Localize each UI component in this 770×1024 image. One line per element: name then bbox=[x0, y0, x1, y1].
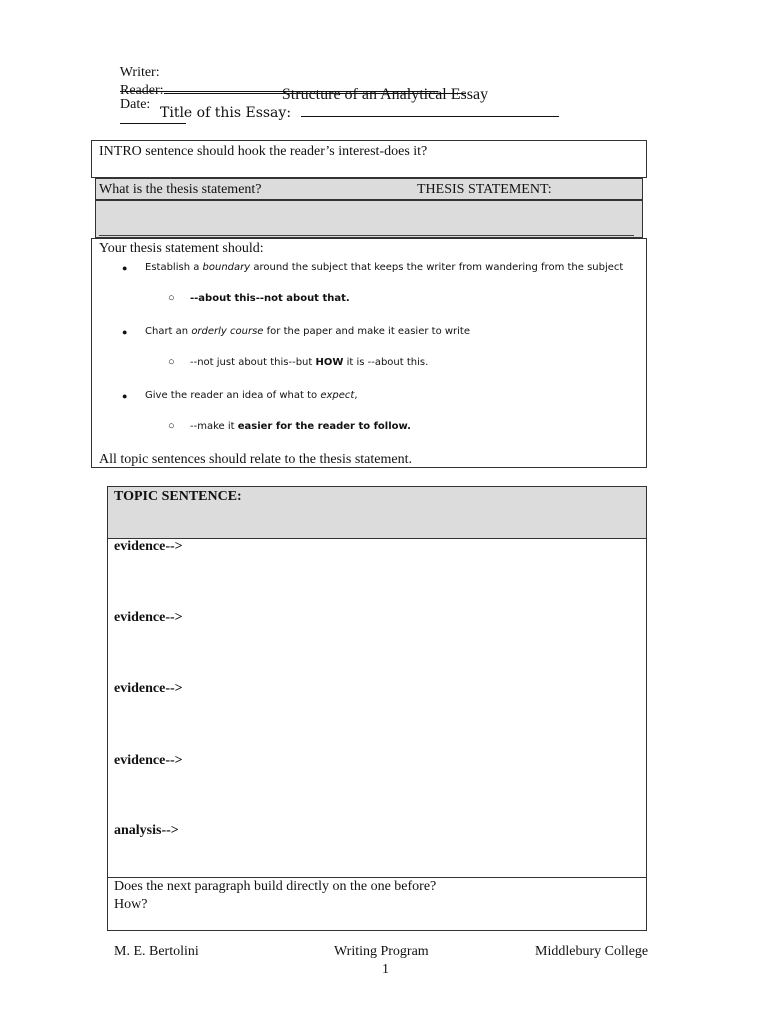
thesis-answer-line bbox=[99, 235, 634, 236]
evidence-label-4: evidence--> bbox=[114, 753, 183, 768]
topic-sentence-label: TOPIC SENTENCE: bbox=[114, 489, 242, 504]
bullet-1-sub-text: --about this--not about that. bbox=[190, 293, 350, 304]
evidence-label-2: evidence--> bbox=[114, 610, 183, 625]
thesis-question: What is the thesis statement? bbox=[99, 182, 262, 197]
thesis-closing-text: All topic sentences should relate to the thesis statement. bbox=[99, 452, 412, 467]
evidence-label-1: evidence--> bbox=[114, 539, 183, 554]
analysis-label: analysis--> bbox=[114, 823, 179, 838]
intro-box bbox=[91, 140, 647, 178]
thesis-statement-label: THESIS STATEMENT: bbox=[417, 182, 552, 197]
page-title: Structure of an Analytical Essay bbox=[281, 86, 489, 103]
next-paragraph-how: How? bbox=[114, 897, 148, 912]
page-number: 1 bbox=[382, 962, 389, 977]
bullet-2-text: Chart an orderly course for the paper and make it easier to write bbox=[145, 326, 471, 337]
essay-title-label: Title of this Essay: bbox=[160, 105, 292, 121]
topic-sentence-row[interactable] bbox=[108, 487, 646, 539]
essay-title-blank[interactable] bbox=[301, 116, 559, 117]
bullet-dot-icon: ● bbox=[122, 327, 128, 337]
bullet-2-sub-text: --not just about this--but HOW it is --about this. bbox=[190, 357, 429, 368]
writer-label: Writer: bbox=[119, 65, 160, 80]
sub-bullet-circle-icon: ○ bbox=[168, 356, 175, 368]
bullet-1-text: Establish a boundary around the subject that keeps the writer from wandering from the subject bbox=[145, 262, 624, 273]
sub-bullet-circle-icon: ○ bbox=[168, 420, 175, 432]
footer-author: M. E. Bertolini bbox=[114, 944, 199, 959]
thesis-guidance-box bbox=[91, 238, 647, 468]
intro-text: INTRO sentence should hook the reader’s interest-does it? bbox=[99, 144, 428, 159]
date-blank[interactable] bbox=[120, 123, 186, 124]
next-paragraph-divider bbox=[108, 877, 646, 878]
essay-title-line bbox=[160, 104, 559, 122]
bullet-3-sub-text: --make it easier for the reader to follow. bbox=[190, 421, 411, 432]
reader-label: Reader: bbox=[120, 83, 164, 98]
thesis-answer-field[interactable] bbox=[95, 200, 643, 238]
next-paragraph-question: Does the next paragraph build directly on the one before? bbox=[114, 879, 437, 894]
sub-bullet-circle-icon: ○ bbox=[168, 292, 175, 304]
footer-college: Middlebury College bbox=[535, 944, 649, 959]
bullet-3-text: Give the reader an idea of what to expect, bbox=[145, 390, 358, 401]
footer-program: Writing Program bbox=[334, 944, 429, 959]
evidence-label-3: evidence--> bbox=[114, 681, 183, 696]
bullet-dot-icon: ● bbox=[122, 391, 128, 401]
thesis-question-row bbox=[95, 178, 643, 200]
topic-table bbox=[107, 486, 647, 931]
thesis-should-heading: Your thesis statement should: bbox=[99, 241, 264, 256]
date-label: Date: bbox=[120, 97, 151, 112]
bullet-dot-icon: ● bbox=[122, 263, 128, 273]
